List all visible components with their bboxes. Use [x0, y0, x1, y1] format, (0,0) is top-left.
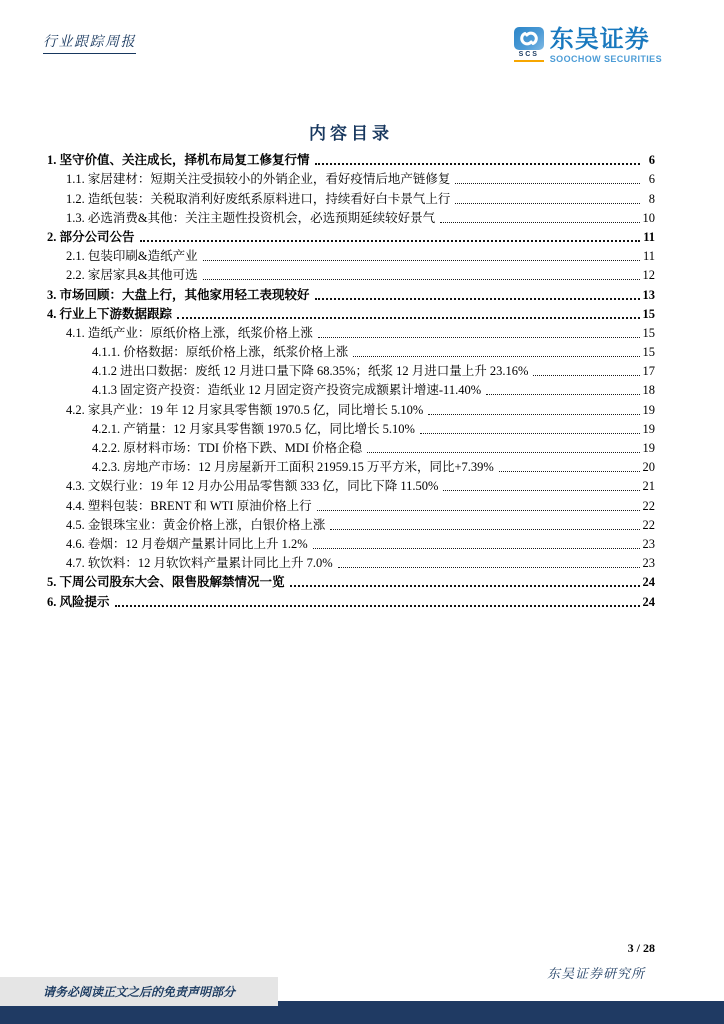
toc-entry-page: 13 [642, 287, 655, 302]
toc-entry[interactable] [47, 495, 655, 514]
report-type-label: 行业跟踪周报 [43, 31, 136, 54]
toc-entry[interactable] [47, 457, 655, 476]
toc-title: 内容目录 [309, 124, 393, 143]
toc-leader-dots [315, 298, 640, 300]
toc-entry[interactable] [47, 265, 655, 284]
toc-leader-dots [533, 375, 639, 376]
toc-entry-page: 23 [642, 556, 655, 571]
toc-entry-label: 4.7. 软饮料：12 月软饮料产量累计同比上升 7.0% [66, 556, 333, 571]
toc-list [47, 150, 655, 611]
toc-entry[interactable] [47, 323, 655, 342]
toc-entry-page: 21 [642, 479, 655, 494]
toc-entry-page: 24 [642, 575, 655, 590]
toc-entry-label: 4.5. 金银珠宝业：黄金价格上涨，白银价格上涨 [66, 517, 326, 532]
toc-entry-page: 19 [642, 421, 655, 436]
toc-entry-page: 11 [643, 229, 655, 244]
toc-entry-page: 15 [642, 306, 655, 321]
toc-entry[interactable] [47, 534, 655, 553]
toc-entry-label: 4.2.3. 房地产市场：12 月房屋新开工面积 21959.15 万平方米，同比+7.39% [92, 460, 494, 475]
toc-entry-page: 24 [642, 594, 655, 609]
toc-entry-label: 4.2.2. 原材料市场：TDI 价格下跌、MDI 价格企稳 [92, 441, 363, 455]
toc-entry-label: 4.4. 塑料包装：BRENT 和 WTI 原油价格上行 [66, 498, 312, 513]
toc-entry-label: 5. 下周公司股东大会、限售股解禁情况一览 [47, 575, 285, 590]
toc-entry[interactable] [47, 438, 655, 457]
logo-name-en: SOOCHOW SECURITIES [549, 54, 662, 64]
logo-swirl-icon [514, 27, 544, 50]
toc-entry-page: 17 [642, 364, 655, 379]
toc-entry-label: 3. 市场回顾：大盘上行，其他家用轻工表现较好 [47, 287, 310, 302]
toc-leader-dots [177, 317, 639, 319]
toc-entry-page: 15 [642, 325, 655, 340]
toc-entry-label: 2. 部分公司公告 [47, 229, 135, 244]
toc-entry[interactable] [47, 284, 655, 303]
toc-entry-page: 8 [648, 191, 655, 206]
toc-leader-dots [499, 471, 640, 472]
toc-leader-dots [455, 183, 640, 184]
logo-wordmark [550, 27, 662, 64]
toc-entry-label: 1. 坚守价值、关注成长，择机布局复工修复行情 [47, 153, 310, 168]
toc-entry[interactable] [47, 227, 655, 246]
toc-entry-label: 1.1. 家居建材：短期关注受损较小的外销企业，看好疫情后地产链修复 [66, 172, 451, 187]
toc-entry-page: 6 [648, 153, 655, 168]
toc-entry-page: 15 [642, 345, 655, 360]
logo-name-cn: 东吴证券 [549, 26, 650, 53]
toc-entry-label: 6. 风险提示 [47, 594, 110, 609]
toc-entry-label: 4.2. 家具产业：19 年 12 月家具零售额 1970.5 亿，同比增长 5.10% [66, 402, 424, 417]
toc-entry-label: 4.1.1. 价格数据：原纸价格上涨，纸浆价格上涨 [92, 345, 349, 360]
toc-entry-page: 23 [642, 536, 655, 551]
toc-leader-dots [203, 279, 640, 280]
toc-entry-label: 4.3. 文娱行业：19 年 12 月办公用品零售额 333 亿，同比下降 11.50% [66, 479, 439, 494]
page-number-indicator: 3 / 28 [627, 941, 655, 955]
logo-scs-label: SCS [514, 51, 544, 62]
toc-leader-dots [353, 356, 639, 357]
toc-leader-dots [115, 605, 640, 607]
toc-entry-label: 2.2. 家居家具&其他可选 [66, 268, 198, 283]
toc-leader-dots [140, 240, 640, 242]
toc-leader-dots [203, 260, 640, 261]
toc-entry-page: 19 [642, 441, 655, 455]
toc-leader-dots [367, 452, 639, 453]
toc-entry-page: 19 [642, 402, 655, 417]
toc-entry-label: 4.6. 卷烟：12 月卷烟产量累计同比上升 1.2% [66, 536, 308, 551]
logo-mark [514, 27, 544, 62]
toc-leader-dots [443, 490, 639, 491]
toc-entry[interactable] [47, 188, 655, 207]
toc-entry[interactable] [47, 380, 655, 399]
toc-entry-page: 22 [642, 517, 655, 532]
toc-leader-dots [440, 222, 639, 223]
toc-entry[interactable] [47, 342, 655, 361]
toc-entry-label: 1.2. 造纸包装：关税取消利好废纸系原料进口，持续看好白卡景气上行 [66, 191, 451, 206]
toc-entry[interactable] [47, 515, 655, 534]
toc-entry-label: 4.1.3 固定资产投资：造纸业 12 月固定资产投资完成额累计增速-11.40% [92, 383, 482, 398]
toc-entry[interactable] [47, 361, 655, 380]
toc-entry[interactable] [47, 246, 655, 265]
toc-leader-dots [315, 163, 640, 165]
toc-entry-label: 4.1.2 进出口数据：废纸 12 月进口量下降 68.35%；纸浆 12 月进口量上升 23.16% [92, 364, 529, 379]
toc-entry-label: 1.3. 必选消费&其他：关注主题性投资机会，必选预期延续较好景气 [66, 210, 436, 225]
toc-entry[interactable] [47, 169, 655, 188]
toc-entry[interactable] [47, 419, 655, 438]
toc-entry[interactable] [47, 208, 655, 227]
toc-leader-dots [290, 585, 640, 587]
toc-entry-page: 11 [642, 249, 655, 264]
toc-leader-dots [338, 567, 640, 568]
toc-entry-page: 6 [648, 172, 655, 187]
toc-entry-page: 10 [642, 210, 655, 225]
toc-entry[interactable] [47, 476, 655, 495]
toc-entry-label: 4.2.1. 产销量：12 月家具零售额 1970.5 亿，同比增长 5.10% [92, 421, 415, 436]
toc-entry-page: 20 [642, 460, 655, 475]
toc-leader-dots [420, 433, 640, 434]
toc-entry-label: 4. 行业上下游数据跟踪 [47, 306, 173, 321]
toc-entry-page: 12 [642, 268, 655, 283]
toc-entry-label: 2.1. 包装印刷&造纸产业 [66, 249, 198, 264]
toc-entry[interactable] [47, 591, 655, 610]
toc-leader-dots [455, 203, 640, 204]
toc-entry-page: 18 [642, 383, 655, 398]
toc-leader-dots [330, 529, 639, 530]
research-institute-label: 东吴证券研究所 [546, 966, 645, 981]
toc-leader-dots [313, 548, 640, 549]
toc-leader-dots [318, 337, 640, 338]
toc-leader-dots [486, 394, 639, 395]
toc-entry[interactable] [47, 572, 655, 591]
toc-entry[interactable] [47, 399, 655, 418]
toc-leader-dots [428, 414, 639, 415]
toc-entry-label: 4.1. 造纸产业：原纸价格上涨，纸浆价格上涨 [66, 325, 313, 340]
toc-leader-dots [317, 510, 640, 511]
disclaimer-notice: 请务必阅读正文之后的免责声明部分 [0, 977, 278, 1006]
toc-entry[interactable] [47, 150, 655, 169]
toc-entry[interactable] [47, 553, 655, 572]
toc-entry[interactable] [47, 304, 655, 323]
soochow-securities-logo [514, 27, 662, 64]
table-of-contents [47, 123, 655, 611]
toc-entry-page: 22 [642, 498, 655, 513]
